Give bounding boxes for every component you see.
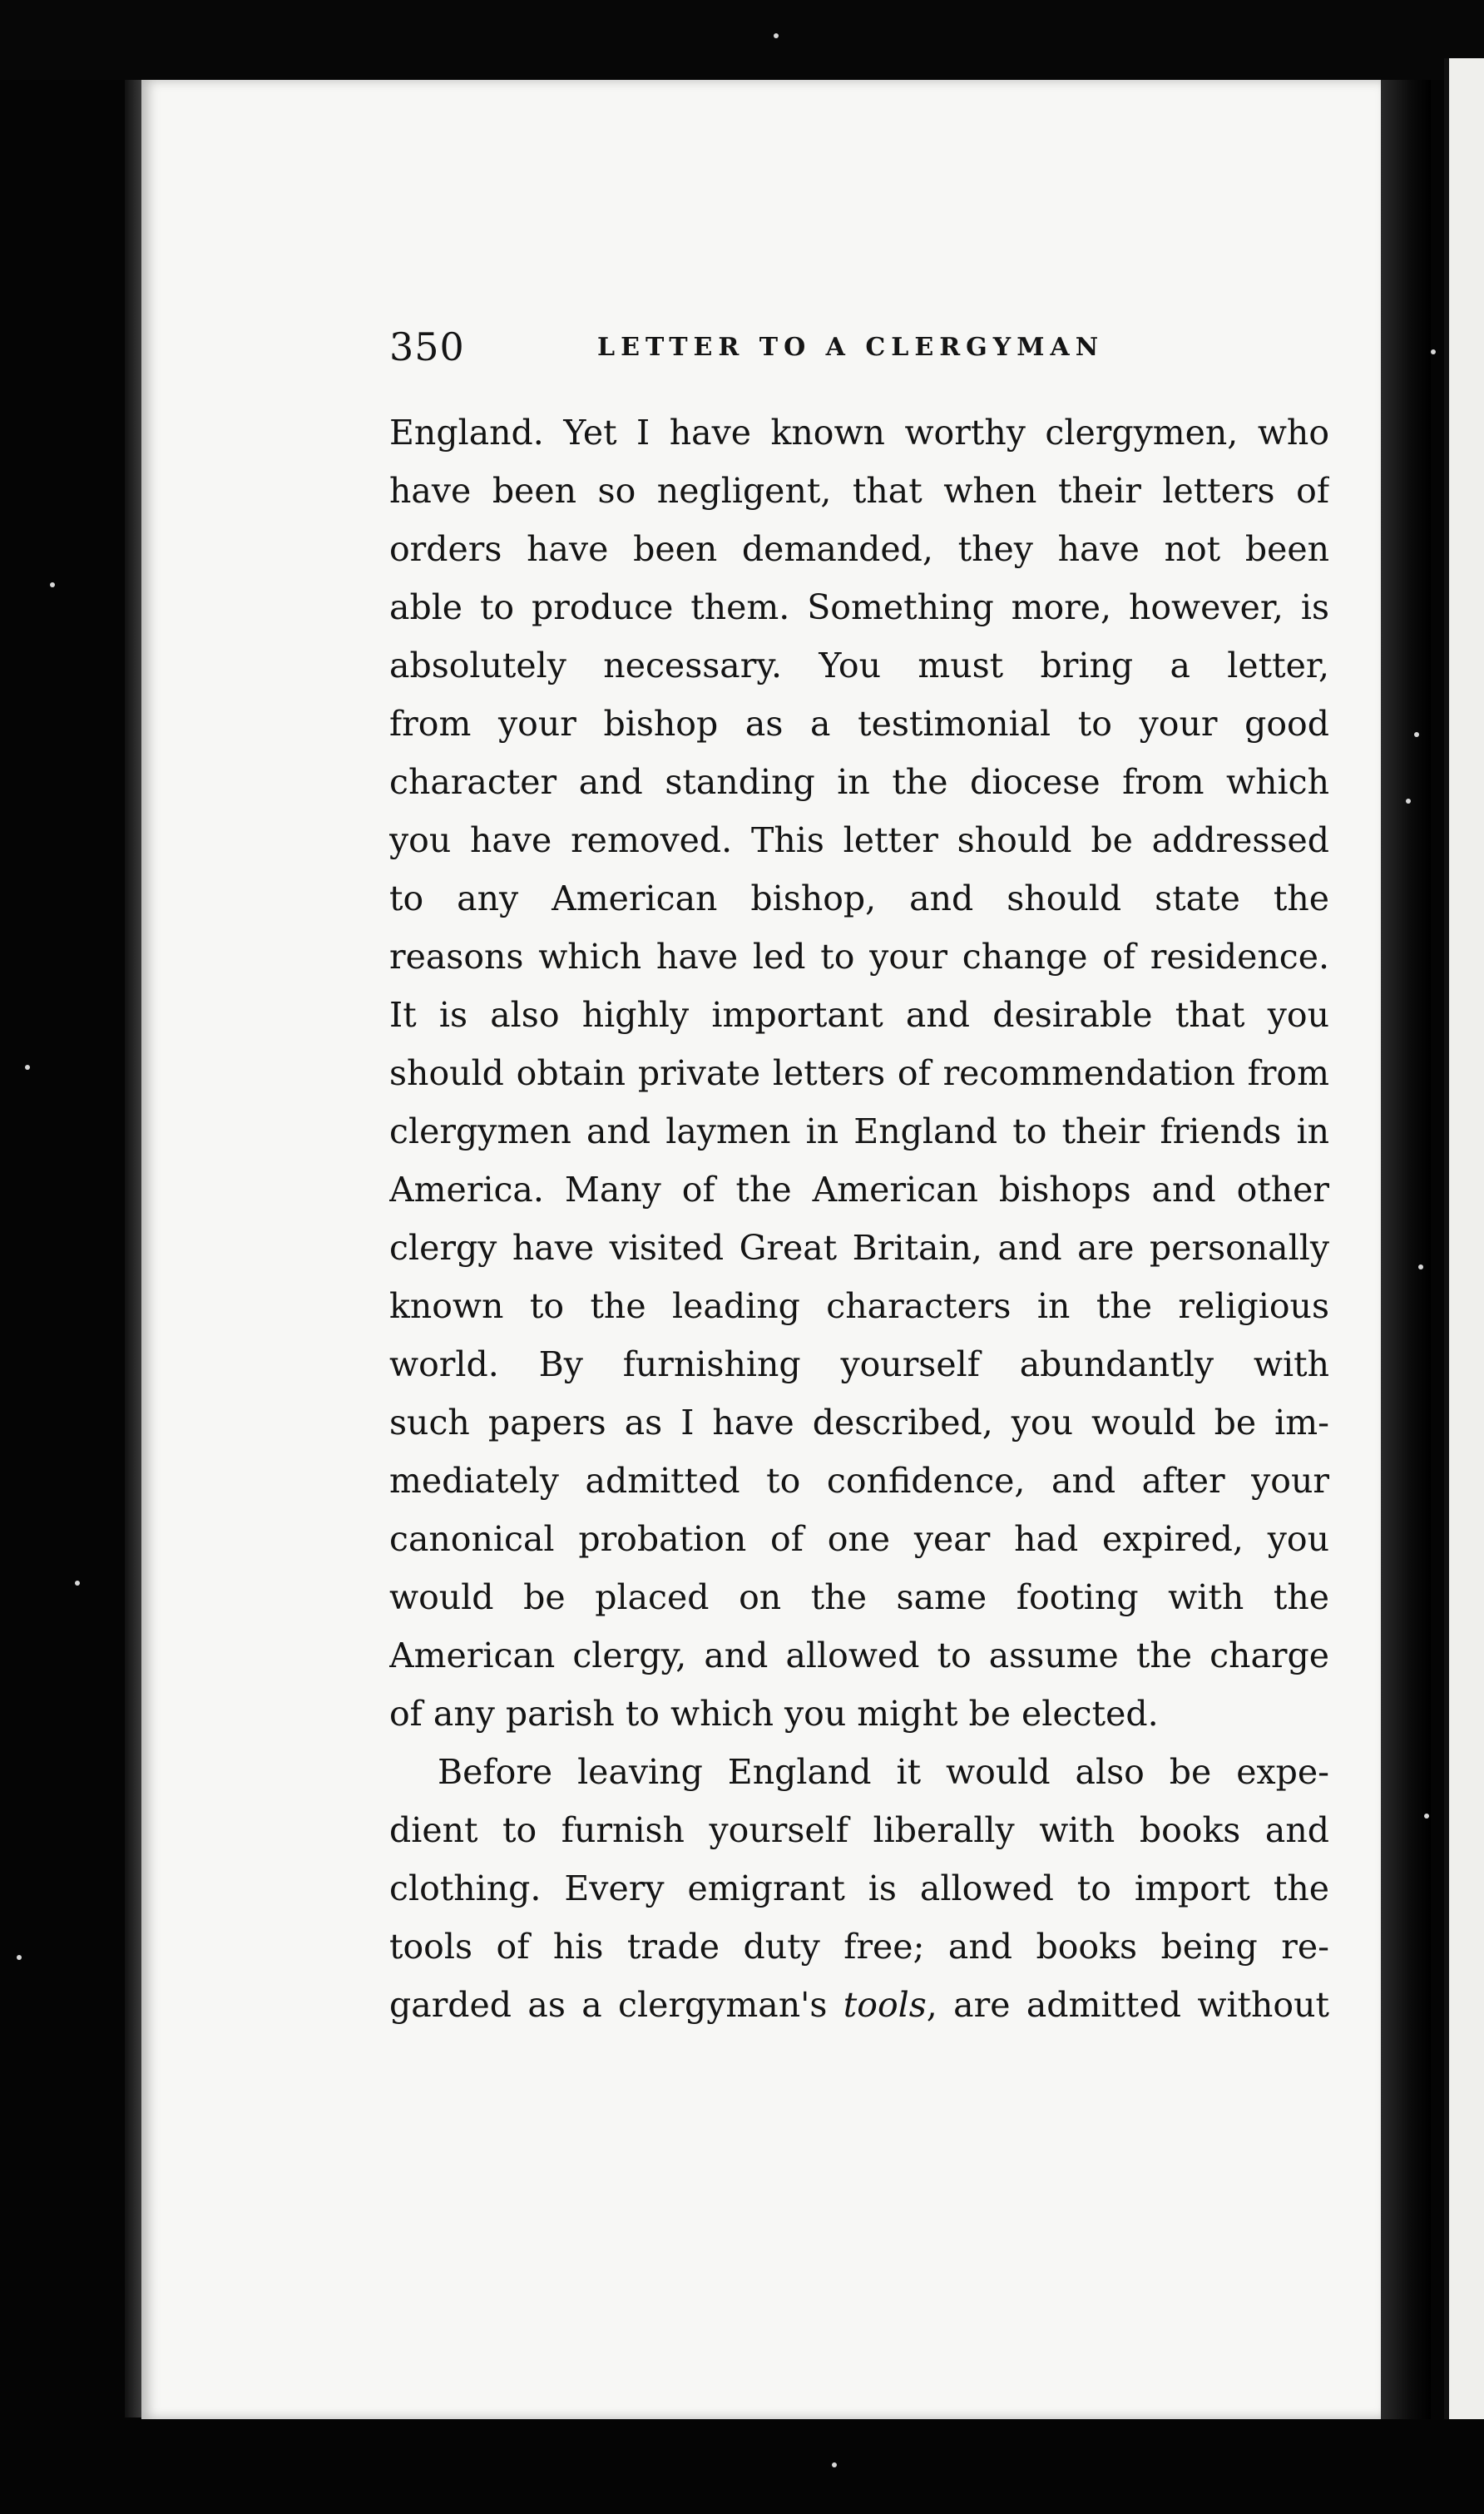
text-line: character and standing in the diocese from which <box>389 762 1329 802</box>
text-line: such papers as I have described, you would be im- <box>389 1403 1329 1443</box>
dust-speck <box>832 2462 837 2467</box>
text-line: known to the leading characters in the religious <box>389 1286 1329 1326</box>
dust-speck <box>1418 1264 1423 1269</box>
text-line: have been so negligent, that when their letters of <box>389 471 1329 511</box>
dust-speck <box>25 1065 30 1070</box>
scan-top-border <box>0 0 1484 80</box>
dust-speck <box>50 582 55 587</box>
scan-bottom-border <box>0 2419 1484 2514</box>
text-line: clergy have visited Great Britain, and are personally <box>389 1228 1329 1268</box>
text-line: from your bishop as a testimonial to your good <box>389 704 1329 744</box>
dust-speck <box>1406 799 1411 804</box>
text-fragment: , are admitted without <box>926 1985 1329 2025</box>
dust-speck <box>17 1955 22 1960</box>
dust-speck <box>1424 1814 1429 1819</box>
text-line: tools of his trade duty free; and books being re- <box>389 1927 1329 1967</box>
dust-speck <box>1414 732 1419 737</box>
text-line: of any parish to which you might be elected. <box>389 1694 1159 1734</box>
text-line: American clergy, and allowed to assume the charge <box>389 1636 1329 1675</box>
facing-page-edge <box>1444 58 1484 2454</box>
text-line: world. By furnishing yourself abundantly with <box>389 1344 1329 1384</box>
text-line: Before leaving England it would also be expe- <box>438 1752 1329 1792</box>
dust-speck <box>75 1581 80 1586</box>
binding-shadow <box>125 80 141 2417</box>
text-line: you have removed. This letter should be addressed <box>389 820 1329 860</box>
text-line: America. Many of the American bishops and other <box>389 1170 1329 1210</box>
body-text <box>389 403 1329 2034</box>
text-line: clothing. Every emigrant is allowed to import the <box>389 1868 1329 1908</box>
text-line: absolutely necessary. You must bring a letter, <box>389 646 1329 685</box>
italic-word: tools <box>843 1985 927 2025</box>
text-line: reasons which have led to your change of residence. <box>389 937 1329 977</box>
text-line: orders have been demanded, they have not been <box>389 529 1329 569</box>
text-line: able to produce them. Something more, however, is <box>389 587 1329 627</box>
text-line: should obtain private letters of recommendation from <box>389 1053 1329 1093</box>
text-line: mediately admitted to confidence, and after your <box>389 1461 1329 1501</box>
text-line: would be placed on the same footing with the <box>389 1577 1329 1617</box>
paragraph-1 <box>389 403 1329 1743</box>
running-head: LETTER TO A CLERGYMAN <box>597 333 1105 362</box>
text-line: England. Yet I have known worthy clergymen, who <box>389 413 1329 453</box>
text-line: It is also highly important and desirable that you <box>389 995 1329 1035</box>
page-number: 350 <box>389 324 465 369</box>
dust-speck <box>1431 349 1436 354</box>
dust-speck <box>774 33 779 38</box>
text-line <box>389 1976 1329 2034</box>
text-line: canonical probation of one year had expired, you <box>389 1519 1329 1559</box>
paragraph-2 <box>389 1743 1329 2034</box>
text-fragment: garded as a clergyman's <box>389 1985 843 2025</box>
text-line: dient to furnish yourself liberally with books and <box>389 1810 1329 1850</box>
page-header <box>389 324 1329 374</box>
text-line: to any American bishop, and should state the <box>389 878 1329 918</box>
text-line: clergymen and laymen in England to their friends in <box>389 1111 1329 1151</box>
page-gutter <box>1381 80 1431 2419</box>
